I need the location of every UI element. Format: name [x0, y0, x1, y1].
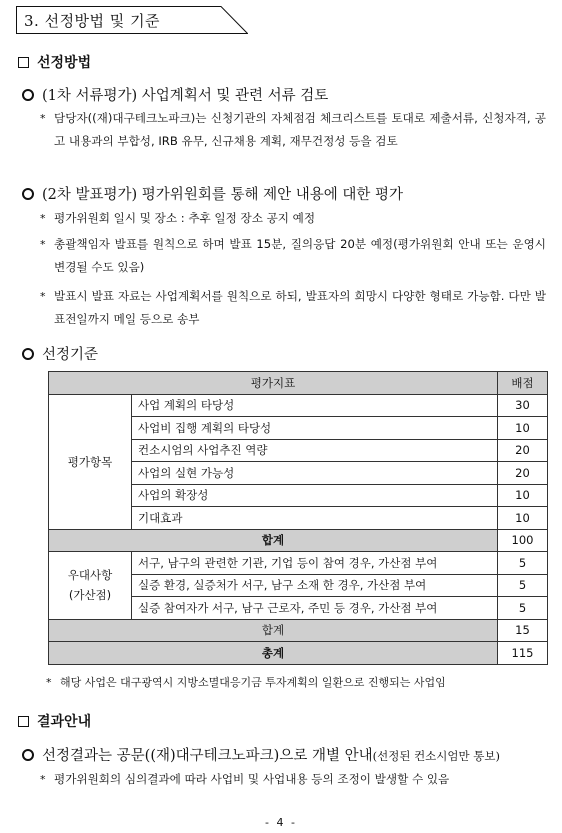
subtotal-score: 15: [498, 619, 548, 642]
evaluation-criteria-table: [48, 371, 548, 665]
row-score: 30: [498, 394, 548, 417]
total-row: [49, 642, 548, 665]
square-bullet-icon: [18, 57, 29, 68]
square-bullet-icon: [18, 716, 29, 727]
asterisk-icon: *: [40, 212, 46, 225]
row-item: 서구, 남구의 관련한 기관, 기업 등이 참여 경우, 가산점 부여: [132, 552, 498, 575]
method-heading: [18, 52, 91, 72]
method-item-2-bullet-2: * 총괄책임자 발표를 원칙으로 하며 발표 15분, 질의응답 20분 예정(평가위원회 안내 또는 운영시 변경될 수도 있음): [40, 233, 546, 279]
circle-bullet-icon: [22, 89, 34, 101]
row-item: 실증 환경, 실증처가 서구, 남구 소재 한 경우, 가산점 부여: [132, 574, 498, 597]
result-title: 선정결과는 공문((재)대구테크노파크)으로 개별 안내(선정된 컨소시엄만 통보): [22, 744, 500, 765]
table-header-row: [49, 372, 548, 395]
result-bullet: * 평가위원회의 심의결과에 따라 사업비 및 사업내용 등의 조정이 발생할 수 있음: [40, 768, 546, 791]
row-score: 10: [498, 484, 548, 507]
asterisk-icon: *: [46, 676, 52, 689]
circle-bullet-icon: [22, 188, 34, 200]
header-indicator: 평가지표: [49, 372, 498, 395]
subtotal-row-1: [49, 529, 548, 552]
method-heading-text: 선정방법: [37, 55, 92, 71]
row-score: 5: [498, 552, 548, 575]
method-item-1-bullet-1: * 담당자((재)대구테크노파크)는 신청기관의 자체점검 체크리스트를 토대로 제출서류, 신청자격, 공고 내용과의 부합성, IRB 유무, 신규채용 계획, 재무건정성 등을 검토: [40, 107, 546, 153]
criteria-note: * 해당 사업은 대구광역시 지방소멸대응기금 투자계획의 일환으로 진행되는 사업임: [46, 671, 552, 694]
row-item: 기대효과: [132, 507, 498, 530]
group-bonus-items: 우대사항 (가산점): [49, 552, 132, 620]
criteria-heading: 선정기준: [22, 343, 98, 364]
row-score: 5: [498, 574, 548, 597]
asterisk-icon: *: [40, 773, 46, 786]
subtotal-row-2: [49, 619, 548, 642]
result-heading-text: 결과안내: [37, 714, 92, 730]
total-score: 115: [498, 642, 548, 665]
row-score: 10: [498, 417, 548, 440]
row-item: 사업비 집행 계획의 타당성: [132, 417, 498, 440]
table-row: [49, 394, 548, 417]
row-score: 20: [498, 439, 548, 462]
row-item: 사업의 실현 가능성: [132, 462, 498, 485]
page-number: - 4 -: [265, 816, 297, 829]
section-title-tab: [16, 6, 248, 34]
method-item-2-bullet-1: * 평가위원회 일시 및 장소 : 추후 일정 장소 공지 예정: [40, 207, 546, 230]
circle-bullet-icon: [22, 749, 34, 761]
circle-bullet-icon: [22, 348, 34, 360]
method-item-1-title: (1차 서류평가) 사업계획서 및 관련 서류 검토: [22, 84, 328, 105]
row-item: 컨소시엄의 사업추진 역량: [132, 439, 498, 462]
row-score: 5: [498, 597, 548, 620]
result-heading: [18, 711, 91, 731]
method-item-2-bullet-3: * 발표시 발표 자료는 사업계획서를 원칙으로 하되, 발표자의 희망시 다양한 형태로 가능함. 다만 발표전일까지 메일 등으로 송부: [40, 285, 546, 331]
row-item: 사업의 확장성: [132, 484, 498, 507]
row-score: 20: [498, 462, 548, 485]
row-score: 10: [498, 507, 548, 530]
method-item-2-title: (2차 발표평가) 평가위원회를 통해 제안 내용에 대한 평가: [22, 183, 403, 204]
subtotal-label: 합계: [49, 529, 498, 552]
asterisk-icon: *: [40, 112, 46, 125]
total-label: 총계: [49, 642, 498, 665]
group-evaluation-items: 평가항목: [49, 394, 132, 529]
subtotal-score: 100: [498, 529, 548, 552]
asterisk-icon: *: [40, 290, 46, 303]
asterisk-icon: *: [40, 238, 46, 251]
row-item: 실증 참여자가 서구, 남구 근로자, 주민 등 경우, 가산점 부여: [132, 597, 498, 620]
section-title: 3. 선정방법 및 기준: [24, 12, 161, 30]
table-row: [49, 552, 548, 575]
subtotal-label: 합계: [49, 619, 498, 642]
header-score: 배점: [498, 372, 548, 395]
row-item: 사업 계획의 타당성: [132, 394, 498, 417]
